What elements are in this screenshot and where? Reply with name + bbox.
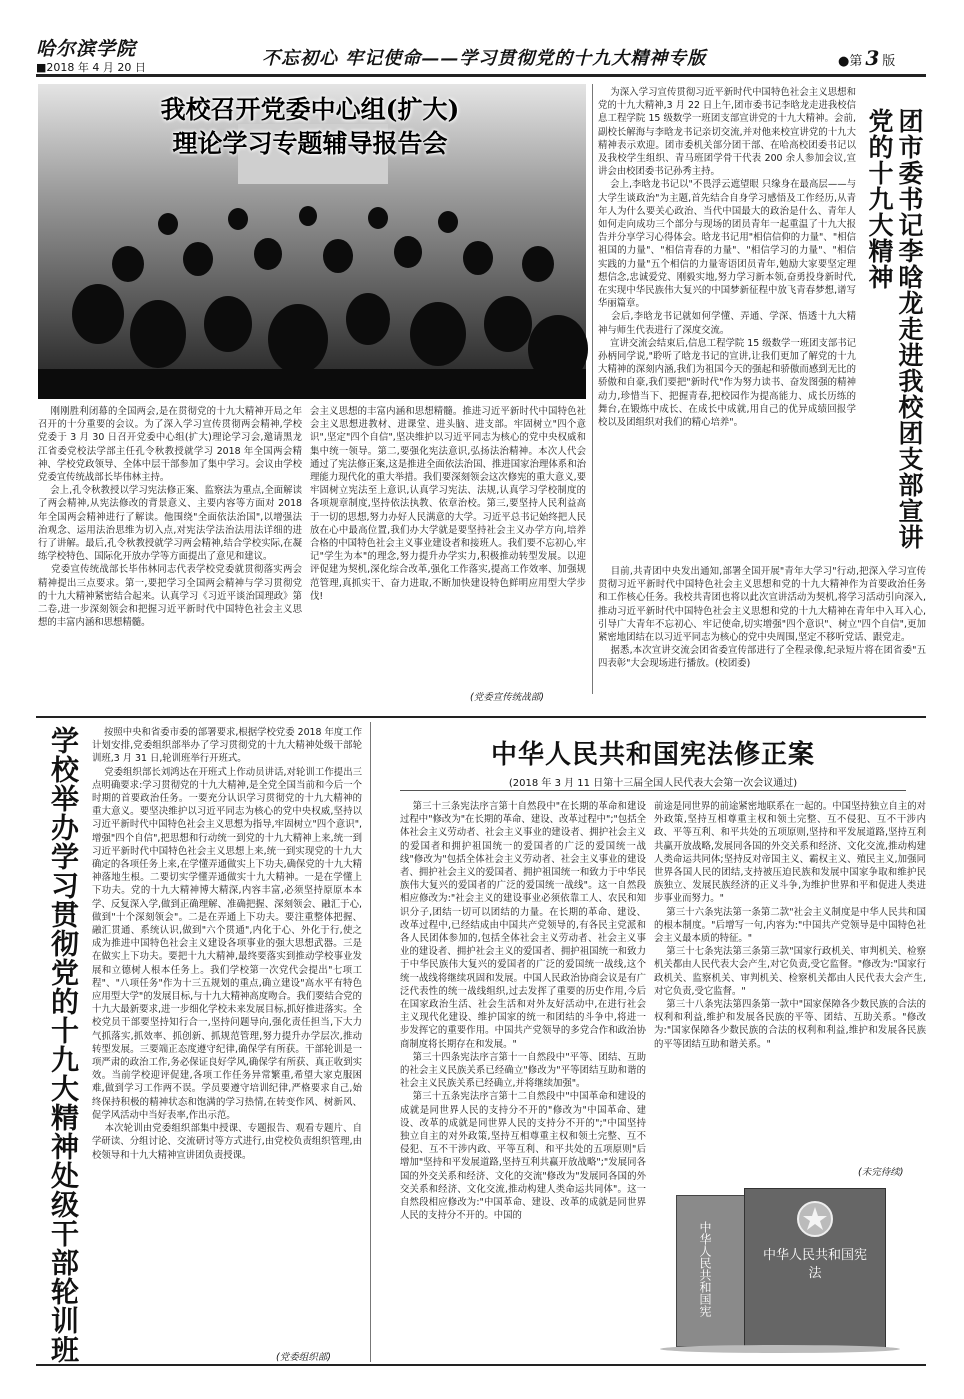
banner-title: 不忘初心 牢记使命——学习贯彻党的十九大精神专版 [262, 48, 707, 69]
article2-body-col1: 为深入学习宣传贯彻习近平新时代中国特色社会主义思想和党的十九大精神,3 月 22 日上午,团市委书记李晗龙走进我校信息工程学院 15 级数学一班团支部宣讲党的十九大精神。会前,副校长解海与李晗龙书记亲切交流,并对他来校宣讲党的十九大精神表示欢迎。团市委机关部分团干部、在哈高校团委书记以及我校学生组织、青马班团学骨干代表 200 余人参加会议,宣讲会由校团委书记孙秀主持。 会上,李晗龙书记以"不畏浮云遮望眼 只缘身在最高层——与大学生谈政治"为主题,首先结合自身学习感悟及工作经历,从青年人为什么要关心政治、当代中国最大的政治是什么、青年人如何走向成功三个部分与现场的团员青年一起重温了十九大报告并分享学习心得体会。晗龙书记用"相信信仰的力量"、"相信祖国的力量"、"相信青春的力量"、"相信学习的力量"、"相信实践的力量"五个相信的力量寄语团员青年,勉励大家要坚定理想信念,忠诚爱党、刚毅实地,努力学习新本领,奋勇投身新时代,在实现中华民族伟大复兴的中国梦新征程中放飞青春梦想,谱写华丽篇章。 会后,李晗龙书记就如何学懂、弄通、学深、悟透十九大精神与师生代表进行了深度交流。 宣讲交流会结束后,信息工程学院 15 级数学一班团支部书记孙柄同学说,"聆听了晗龙书记的宣讲,让我们更加了解党的十九大精神的深刻内涵,我们为祖国今天的强起和骄傲而感到无比的骄傲和自豪,我们要把"新时代"作为努力读书、奋发图强的精神动力,珍惜当下、把握青春,把校园作为提高能力、成长历练的舞台,在锻炼中成长、在成长中成就,用自己的优异成绩回报学校以及团组织对我们的精心培养"。 [598, 87, 857, 429]
article2-body-wide: 目前,共青团中央发出通知,部署全国开展"青年大学习"行动,把深入学习宣传贯彻习近平新时代中国特色社会主义思想和党的十九大精神作为首要政治任务和工作核心任务。我校共青团也将以此次宣讲活动为契机,将学习活动引向深入,推动习近平新时代中国特色社会主义思想和党的十九大精神在青年中入耳入心,引导广大青年不忘初心、牢记使命,切实增强"四个意识"、树立"四个自信",更加紧密地团结在以习近平同志为核心的党中央周围,坚定不移听党话、跟党走。 据悉,本次宣讲交流会团省委宣传部进行了全程录像,纪录短片将在团省委"五四表彰"大会现场进行播放。(校团委) [598, 566, 926, 670]
article2-title: 团市委书记李晗龙走进我校团支部宣讲党的十九大精神 [865, 108, 924, 550]
article2-title-box [862, 108, 926, 562]
article1-title-line2: 理论学习专题辅导报告会 [172, 129, 448, 158]
article4-header-rule [400, 790, 906, 791]
national-emblem-icon [795, 1199, 835, 1239]
page-suffix: 版 [882, 54, 896, 69]
article4-byline: (未完待续) [858, 1167, 904, 1178]
constitution-book-shadow [660, 1345, 900, 1353]
article3-body: 按照中央和省委市委的部署要求,根据学校党委 2018 年度工作计划安排,党委组织部举办了学习贯彻党的十九大精神处级干部轮训班,3 月 31 日,轮训班举行开班式。 党委组织部长刘鸿达在开班式上作动员讲话,对轮训工作提出三点明确要求:学习贯彻党的十九大精神,是全党全国当前和今后一个时期的首要政治任务。一要充分认识学习贯彻党的十九大精神的重大意义。要坚决维护以习近平同志为核心的党中央权威,坚持以习近平新时代中国特色社会主义思想为指导,牢固树立"四个意识",增强"四个自信",把思想和行动统一到党的十九大精神上来,统一到习近平新时代中国特色社会主义思想上来,统一到实现党的十九大确定的各项任务上来,在学懂弄通做实上下功夫,确保党的十九大精神落地生根。二要切实学懂弄通做实十九大精神。一是在学懂上下功夫。党的十九大精神博大精深,内容丰富,必须坚持原原本本学、反复深入学,做到正确理解、准确把握、深刻领会、融汇于心,做到"十个深刻领会"。二是在弄通上下功夫。要注重整体把握、融汇贯通、系统认识,做到"六个贯通",内化于心、外化于行,使之成为推进中国特色社会主义建设各项事业的强大思想武器。三是在做实上下功夫。要把十九大精神,最终要落实到推动学校事业发展和立德树人根本任务上。我们学校第一次党代会提出"七项工程"、"八项任务"作为十三五规划的重点,确立建设"高水平有特色应用型大学"的发展目标,与十九大精神高度吻合。我们要结合党的十九大最新要求,进一步细化学校未来发展目标,抓好推进落实。全校党员干部要坚持知行合一,坚持问题导向,强化责任担当,下大力气抓落实,抓效率、抓创新、抓规范管理,努力提升办学层次,推动转型发展。三要端正态度遵守纪律,确保学有所获。干部轮训是一项严肃的政治工作,务必保证良好学风,确保学有所获、真正收到实效。当前学校迎评促建,各项工作任务异常繁重,希望大家克服困难,做到学习工作两不误。学员要遵守培训纪律,严格要求自己,始终保持积极的精神状态和饱满的学习热情,在转变作风、树新风、促学风活动中当好表率,作出示范。 本次轮训由党委组织部集中授课、专题报告、观看专题片、自学研读、分组讨论、交流研讨等方式进行,由党校负责组织管理,由校领导和十九大精神宣讲团负责授课。 [92, 727, 363, 1161]
article4-body-col2: 前途是同世界的前途紧密地联系在一起的。中国坚持独立自主的对外政策,坚持互相尊重主权和领土完整、互不侵犯、互不干涉内政、平等互利、和平共处的五项原则,坚持和平发展道路,坚持互利共赢开放战略,发展同各国的外交关系和经济、文化交流,推动构建人类命运共同体;坚持反对帝国主义、霸权主义、殖民主义,加强同世界各国人民的团结,支持被压迫民族和发展中国家争取和维护民族独立、发展民族经济的正义斗争,为维护世界和平和促进人类进步事业而努力。" 第三十六条宪法第一条第二款"社会主义制度是中华人民共和国的根本制度。"后增写一句,内容为:"中国共产党领导是中国特色社会主义最本质的特征。" 第三十七条宪法第三条第三款"国家行政机关、审判机关、检察机关都由人民代表大会产生,对它负责,受它监督。"修改为:"国家行政机关、监察机关、审判机关、检察机关都由人民代表大会产生,对它负责,受它监督。" 第三十八条宪法第四条第一款中"国家保障各少数民族的合法的权利和利益,维护和发展各民族的平等、团结、互助关系。"修改为:"国家保障各少数民族的合法的权利和利益,维护和发展各民族的平等团结互助和谐关系。" [654, 801, 926, 1050]
issue-date: ■2018 年 4 月 20 日 [36, 61, 146, 74]
article4-body-col1: 第三十三条宪法序言第十自然段中"在长期的革命和建设过程中"修改为"在长期的革命、建设、改革过程中";"包括全体社会主义劳动者、社会主义事业的建设者、拥护社会主义的爱国者和拥护祖国统一的爱国者的广泛的爱国统一战线"修改为"包括全体社会主义劳动者、社会主义事业的建设者、拥护社会主义的爱国者、拥护祖国统一和致力于中华民族伟大复兴的爱国者的广泛的爱国统一战线"。这一自然段相应修改为:"社会主义的建设事业必须依靠工人、农民和知识分子,团结一切可以团结的力量。在长期的革命、建设、改革过程中,已经结成由中国共产党领导的,有各民主党派和各人民团体参加的,包括全体社会主义劳动者、社会主义事业的建设者、拥护社会主义的爱国者、拥护祖国统一和致力于中华民族伟大复兴的爱国者的广泛的爱国统一战线,这个统一战线将继续巩固和发展。中国人民政治协商会议是有广泛代表性的统一战线组织,过去发挥了重要的历史作用,今后在国家政治生活、社会生活和对外友好活动中,在进行社会主义现代化建设、维护国家的统一和团结的斗争中,将进一步发挥它的重要作用。中国共产党领导的多党合作和政治协商制度将长期存在和发展。" 第三十四条宪法序言第十一自然段中"平等、团结、互助的社会主义民族关系已经确立"修改为"平等团结互助和谐的社会主义民族关系已经确立,并将继续加强"。 第三十五条宪法序言第十二自然段中"中国革命和建设的成就是同世界人民的支持分不开的"修改为"中国革命、建设、改革的成就是同世界人民的支持分不开的";"中国坚持独立自主的对外政策,坚持互相尊重主权和领土完整、互不侵犯、互不干涉内政、平等互利、和平共处的五项原则"后增加"坚持和平发展道路,坚持互利共赢开放战略";"发展同各国的外交关系和经济、文化的交流"修改为"发展同各国的外交关系和经济、文化交流,推动构建人类命运共同体"。这一自然段相应修改为:"中国革命、建设、改革的成就是同世界人民的支持分不开的。中国的 [400, 801, 646, 1222]
masthead-rule [36, 74, 926, 77]
article3-byline: (党委组织部) [276, 1352, 331, 1363]
page-prefix: ●第 [838, 54, 863, 69]
page-number [838, 46, 895, 70]
article1-title-line1: 我校召开党委中心组(扩大) [160, 95, 460, 124]
mid-page-rule [36, 716, 926, 718]
article3-divider [370, 722, 371, 1362]
page-number-value: 3 [865, 46, 880, 70]
constitution-book-title: 中华人民共和国宪法 [762, 1248, 867, 1281]
article1-byline: (党委宣传统战部) [470, 692, 544, 703]
article1-body-col1: 刚刚胜利闭幕的全国两会,是在贯彻党的十九大精神开局之年召开的十分重要的会议。为了深入学习宣传贯彻两会精神,学校党委于 3 月 30 日召开党委中心组(扩大)理论学习会,邀请黑龙江省委党校法学部主任孔令秋教授就学习 2018 年全国两会精神、学校党政领导、全体中层干部参加了集中学习。会议由学校党委宣传统战部长毕伟林主持。 会上,孔令秋教授以学习宪法修正案、监察法为重点,全面解读了两会精神,从宪法修改的背景意义、主要内容等方面对 2018 年全国两会精神进行了解读。他围绕"全面依法治国",以增强法治观念、运用法治思维为切入点,对宪法学法治法用法详细的进行了讲解。最后,孔令秋教授就学习两会精神,结合学校实际,在凝练学校特色、国际化开放办学等方面提出了意见和建议。 党委宣传统战部长毕伟林同志代表学校党委就贯彻落实两会精神提出三点要求。第一,要把学习全国两会精神与学习贯彻党的十九大精神紧密结合起来。认真学习《习近平谈治国理政》第二卷,进一步深刻领会和把握习近平新时代中国特色社会主义思想的丰富内涵和思想精髓。 [38, 406, 303, 629]
school-name: 哈尔滨学院 [36, 38, 137, 60]
article1-body-col2: 会主义思想的丰富内涵和思想精髓。推进习近平新时代中国特色社会主义思想进教材、进课堂、进头脑、进支部。牢固树立"四个意识",坚定"四个自信",坚决维护以习近平同志为核心的党中央权威和集中统一领导。第二,要强化宪法意识,弘扬法治精神。本次人代会通过了宪法修正案,这是推进全面依法治国、推进国家治理体系和治理能力现代化的重大举措。我们要深刻领会这次修宪的重大意义,要牢固树立宪法至上意识,认真学习宪法、法规,认真学习学校制度的各项规章制度,坚持依法执教、依章治校。第三,要坚持人民利益高于一切的思想,努力办好人民满意的大学。习近平总书记始终把人民放在心中最高位置,我们办大学就是要坚持社会主义办学方向,培养合格的中国特色社会主义事业建设者和接班人。我们要不忘初心,牢记"学生为本"的理念,努力提升办学实力,积极推动转型发展。以迎评促建为契机,深化综合改革,强化工作落实,提高工作效率、加强规范管理,真抓实干、奋力进取,不断加快建设特色鲜明应用型大学步伐! [310, 406, 586, 602]
article2-left-divider [592, 84, 593, 694]
constitution-book-front [744, 1188, 886, 1350]
article4-title: 中华人民共和国宪法修正案 [490, 740, 815, 770]
constitution-book-back-title: 中华人民共和国宪 [698, 1221, 712, 1317]
article3-title: 学校举办学习贯彻党的十九大精神处级干部轮训班 [47, 726, 80, 1364]
bottom-rule [36, 1364, 926, 1366]
article4-subtitle: (2018 年 3 月 11 日第十三届全国人民代表大会第一次会议通过) [508, 778, 798, 789]
